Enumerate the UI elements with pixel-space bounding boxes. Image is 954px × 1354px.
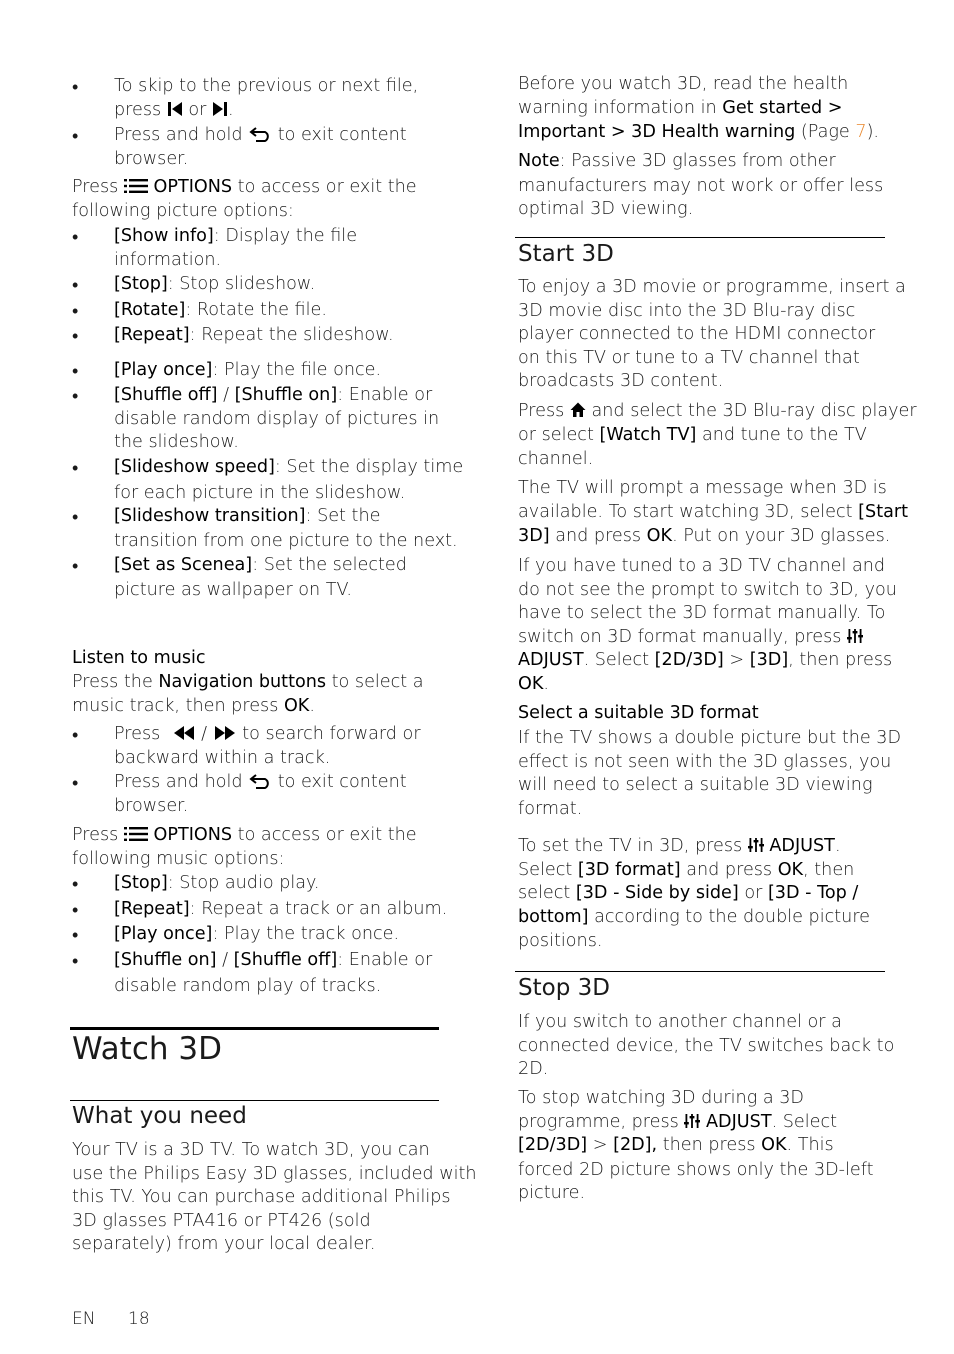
text: or bbox=[744, 883, 763, 904]
text: use the Philips Easy 3D glasses, included with bbox=[72, 1163, 477, 1184]
text: . bbox=[309, 695, 315, 716]
text: . This bbox=[786, 1135, 834, 1156]
start-3d-key: 3D] bbox=[518, 526, 550, 547]
subsection-rule bbox=[515, 237, 885, 238]
bullet: • bbox=[72, 227, 79, 248]
text: browser. bbox=[114, 795, 189, 816]
passive-glasses-note bbox=[518, 150, 883, 222]
text: connected device, the TV switches back to bbox=[518, 1035, 895, 1056]
text: : Rotate the file. bbox=[185, 300, 327, 320]
option-slideshow-transition bbox=[114, 505, 458, 553]
text: separately) from your local dealer. bbox=[72, 1234, 376, 1255]
text: to exit content bbox=[277, 125, 407, 145]
text: > bbox=[587, 1135, 614, 1156]
text: according to the double picture bbox=[594, 906, 870, 927]
navigation-buttons-key: Navigation buttons bbox=[158, 672, 327, 692]
music-option-repeat bbox=[114, 898, 447, 922]
ok-key: OK bbox=[761, 1135, 787, 1156]
text: music track, then press bbox=[72, 695, 279, 716]
text: To stop watching 3D during a 3D bbox=[518, 1088, 804, 1108]
text: : Passive 3D glasses from other bbox=[559, 151, 836, 171]
section-rule bbox=[70, 1027, 439, 1030]
text: . bbox=[543, 673, 549, 694]
adjust-key: ADJUST bbox=[518, 650, 584, 671]
option-key: [Stop] bbox=[114, 274, 168, 294]
watch-tv-key: [Watch TV] bbox=[599, 424, 697, 445]
text: / bbox=[201, 724, 208, 744]
adjust-icon bbox=[748, 837, 764, 853]
menu-path: Important > 3D Health warning bbox=[518, 122, 796, 143]
text: : Play the track once. bbox=[212, 924, 400, 944]
text: : Set the selected bbox=[252, 555, 407, 575]
option-play-once bbox=[114, 359, 381, 383]
option-rotate bbox=[114, 299, 327, 323]
option-key: [2D/3D] bbox=[654, 650, 724, 671]
what-you-need-title: What you need bbox=[72, 1103, 247, 1129]
subsection-rule bbox=[515, 971, 885, 972]
start-3d-paragraph-4 bbox=[518, 555, 897, 697]
stop-3d-paragraph-1 bbox=[518, 1011, 894, 1082]
text: transition from one picture to the next. bbox=[114, 530, 458, 551]
text: broadcasts 3D content. bbox=[518, 371, 724, 392]
text: picture. bbox=[518, 1183, 586, 1204]
search-track-instruction bbox=[114, 723, 421, 770]
text: for each picture in the slideshow. bbox=[114, 482, 406, 503]
bullet: • bbox=[72, 925, 79, 946]
text: and press bbox=[686, 859, 773, 880]
text: Select bbox=[518, 859, 573, 880]
text: information. bbox=[114, 249, 222, 270]
adjust-icon bbox=[847, 628, 863, 644]
text: to access or exit the bbox=[237, 825, 417, 845]
text: > bbox=[723, 650, 750, 671]
rewind-icon bbox=[172, 725, 196, 741]
option-shuffle bbox=[114, 384, 439, 455]
skip-instruction bbox=[114, 75, 418, 122]
health-warning-note bbox=[518, 73, 879, 145]
bullet: • bbox=[72, 275, 79, 296]
option-key: [Show info] bbox=[114, 226, 214, 246]
text: following picture options: bbox=[72, 200, 294, 221]
ok-key: OK bbox=[518, 673, 544, 694]
text: To enjoy a 3D movie or programme, insert a bbox=[518, 277, 906, 297]
exit-browser-instruction bbox=[114, 124, 407, 171]
option-key: [2D/3D] bbox=[518, 1135, 588, 1156]
what-you-need-paragraph bbox=[72, 1139, 477, 1257]
text: on this TV or tune to a TV channel that bbox=[518, 347, 860, 368]
previous-icon bbox=[167, 101, 183, 117]
bullet: • bbox=[72, 951, 79, 972]
text: effect is not seen with the 3D glasses, you bbox=[518, 751, 892, 772]
option-repeat bbox=[114, 324, 394, 348]
option-key: [2D], bbox=[613, 1135, 658, 1156]
adjust-key: ADJUST bbox=[706, 1111, 772, 1132]
text: To set the TV in 3D, press bbox=[518, 836, 743, 856]
back-icon bbox=[248, 126, 272, 142]
text: / bbox=[217, 385, 235, 405]
bullet: • bbox=[72, 77, 79, 98]
text: format. bbox=[518, 798, 583, 819]
text: : Play the file once. bbox=[212, 360, 382, 380]
text: programme, press bbox=[518, 1111, 679, 1132]
options-key: OPTIONS bbox=[153, 825, 233, 845]
start-3d-paragraph-2 bbox=[518, 400, 917, 472]
text: warning information in bbox=[518, 97, 717, 118]
text: . bbox=[227, 99, 234, 120]
text: have to select the 3D format manually. To bbox=[518, 603, 886, 624]
text: to access or exit the bbox=[237, 177, 417, 197]
note-label: Note bbox=[518, 151, 560, 171]
text: : Enable or bbox=[337, 385, 433, 405]
music-intro bbox=[72, 671, 424, 718]
bullet: • bbox=[72, 386, 79, 407]
text: to search forward or bbox=[242, 724, 421, 744]
listen-to-music-heading: Listen to music bbox=[72, 648, 206, 668]
text: manufacturers may not work or offer less bbox=[518, 175, 884, 196]
start-3d-title: Start 3D bbox=[518, 241, 614, 267]
music-option-play-once bbox=[114, 923, 399, 947]
option-slideshow-speed bbox=[114, 456, 463, 505]
adjust-icon bbox=[684, 1113, 700, 1129]
bullet: • bbox=[72, 874, 79, 895]
text: The TV will prompt a message when 3D is bbox=[518, 478, 887, 498]
option-key: [3D format] bbox=[577, 859, 681, 880]
text: Your TV is a 3D TV. To watch 3D, you can bbox=[72, 1140, 430, 1160]
text: and press bbox=[555, 526, 642, 547]
text: ). bbox=[866, 122, 880, 143]
option-key: [Rotate] bbox=[114, 300, 186, 320]
bullet: • bbox=[72, 556, 79, 577]
text: 3D movie disc into the 3D Blu-ray disc bbox=[518, 300, 856, 321]
option-key: [Shuffle off] bbox=[114, 385, 218, 405]
bullet: • bbox=[72, 326, 79, 347]
text: If you have tuned to a 3D TV channel and bbox=[518, 556, 886, 576]
text: Press bbox=[72, 177, 119, 197]
text: . Select bbox=[583, 650, 650, 671]
text: player connected to the HDMI connector bbox=[518, 324, 876, 345]
text: disable random display of pictures in bbox=[114, 408, 440, 429]
option-key: [Stop] bbox=[114, 873, 168, 893]
bullet: • bbox=[72, 361, 79, 382]
footer-language: EN bbox=[72, 1309, 96, 1329]
bullet: • bbox=[72, 725, 79, 746]
ok-key: OK bbox=[646, 526, 673, 547]
page-link[interactable]: 7 bbox=[855, 122, 867, 143]
text: 3D glasses PTA416 or PT426 (sold bbox=[72, 1210, 371, 1231]
text: available. To start watching 3D, select bbox=[518, 501, 853, 522]
option-stop bbox=[114, 273, 315, 297]
text: : Repeat a track or an album. bbox=[189, 899, 448, 919]
menu-path: Get started > bbox=[722, 97, 843, 118]
option-key: [Shuffle on] bbox=[234, 385, 338, 405]
ok-key: OK bbox=[283, 695, 310, 716]
bullet: • bbox=[72, 507, 79, 528]
text: : Repeat the slideshow. bbox=[189, 325, 394, 345]
text: . Put on your 3D glasses. bbox=[672, 526, 891, 547]
subsection-rule bbox=[70, 1100, 439, 1101]
option-key: [Slideshow transition] bbox=[114, 506, 306, 526]
section-title-watch-3d: Watch 3D bbox=[72, 1031, 222, 1067]
text: forced 2D picture shows only the 3D-left bbox=[518, 1159, 874, 1180]
text: Press and hold bbox=[114, 772, 243, 792]
music-option-shuffle bbox=[114, 949, 432, 998]
music-options-intro bbox=[72, 824, 417, 871]
options-icon bbox=[124, 178, 148, 194]
option-key: [3D - Top / bbox=[767, 883, 859, 904]
text: : Stop slideshow. bbox=[167, 274, 316, 294]
text: : Stop audio play. bbox=[167, 873, 320, 893]
text: then press bbox=[662, 1135, 756, 1156]
bullet: • bbox=[72, 458, 79, 479]
text: / bbox=[216, 950, 234, 970]
text: , then press bbox=[788, 650, 893, 671]
text: to exit content bbox=[277, 772, 407, 792]
text: Press the bbox=[72, 672, 153, 692]
text: do not see the prompt to switch to 3D, you bbox=[518, 579, 897, 600]
options-icon bbox=[124, 826, 148, 842]
option-key: [Play once] bbox=[114, 360, 213, 380]
text: positions. bbox=[518, 931, 603, 952]
option-key: [Set as Scenea] bbox=[114, 555, 253, 575]
text: switch on 3D format manually, press bbox=[518, 626, 842, 647]
option-show-info bbox=[114, 225, 357, 272]
text: Press bbox=[72, 825, 119, 845]
text: or bbox=[188, 99, 207, 120]
text: Before you watch 3D, read the health bbox=[518, 74, 849, 94]
bullet: • bbox=[72, 900, 79, 921]
music-exit-instruction bbox=[114, 771, 407, 818]
format-paragraph-1 bbox=[518, 727, 901, 821]
page-number: 18 bbox=[128, 1309, 150, 1329]
text: the slideshow. bbox=[114, 432, 239, 453]
text: : Set the bbox=[305, 506, 381, 526]
next-icon bbox=[212, 101, 228, 117]
text: press bbox=[114, 99, 162, 120]
options-key: OPTIONS bbox=[153, 177, 233, 197]
home-icon bbox=[570, 402, 586, 418]
text: and tune to the TV bbox=[701, 424, 867, 445]
stop-3d-title: Stop 3D bbox=[518, 975, 610, 1001]
start-3d-paragraph-3 bbox=[518, 477, 908, 549]
text: . bbox=[834, 836, 841, 856]
option-key: bottom] bbox=[518, 906, 589, 927]
adjust-key: ADJUST bbox=[769, 836, 835, 856]
option-key: [Repeat] bbox=[114, 899, 190, 919]
text: disable random play of tracks. bbox=[114, 975, 382, 996]
text: , then bbox=[803, 859, 855, 880]
text: or select bbox=[518, 424, 594, 445]
text: picture as wallpaper on TV. bbox=[114, 579, 352, 600]
fast-forward-icon bbox=[213, 725, 237, 741]
start-3d-paragraph-1 bbox=[518, 276, 906, 394]
text: browser. bbox=[114, 148, 189, 169]
text: this TV. You can purchase additional Philips bbox=[72, 1187, 451, 1208]
bullet: • bbox=[72, 301, 79, 322]
text: Press bbox=[518, 401, 565, 421]
text: select bbox=[518, 883, 571, 904]
text: . Select bbox=[771, 1111, 838, 1132]
text: to select a bbox=[331, 672, 424, 692]
text: following music options: bbox=[72, 848, 285, 869]
select-3d-format-heading: Select a suitable 3D format bbox=[518, 703, 759, 723]
format-paragraph-2 bbox=[518, 835, 870, 954]
text: Press and hold bbox=[114, 125, 243, 145]
text: optimal 3D viewing. bbox=[518, 199, 694, 220]
option-key: [3D] bbox=[749, 650, 789, 671]
option-key: [Play once] bbox=[114, 924, 213, 944]
text: : Set the display time bbox=[274, 457, 464, 477]
option-set-as-scenea bbox=[114, 554, 407, 602]
back-icon bbox=[248, 773, 272, 789]
text: (Page bbox=[795, 122, 856, 143]
option-key: [Shuffle off] bbox=[233, 950, 338, 970]
text: will need to select a suitable 3D viewing bbox=[518, 775, 873, 796]
text: and select the 3D Blu-ray disc player bbox=[591, 401, 917, 421]
picture-options-intro bbox=[72, 176, 417, 223]
bullet: • bbox=[72, 126, 79, 147]
text: 2D. bbox=[518, 1059, 549, 1080]
option-key: [Shuffle on] bbox=[114, 950, 217, 970]
music-option-stop bbox=[114, 872, 320, 896]
option-key: [Slideshow speed] bbox=[114, 457, 275, 477]
option-key: [3D - Side by side] bbox=[575, 883, 739, 904]
stop-3d-paragraph-2 bbox=[518, 1087, 874, 1206]
text: To skip to the previous or next file, bbox=[114, 76, 419, 96]
ok-key: OK bbox=[777, 859, 804, 880]
text: channel. bbox=[518, 449, 594, 470]
text: Press bbox=[114, 724, 161, 744]
text: : Enable or bbox=[337, 950, 433, 970]
option-key: [Repeat] bbox=[114, 325, 190, 345]
bullet: • bbox=[72, 773, 79, 794]
text: backward within a track. bbox=[114, 747, 331, 768]
text: If you switch to another channel or a bbox=[518, 1012, 842, 1032]
text: If the TV shows a double picture but the 3D bbox=[518, 728, 902, 748]
text: : Display the file bbox=[213, 226, 358, 246]
start-3d-key: [Start bbox=[858, 501, 909, 522]
